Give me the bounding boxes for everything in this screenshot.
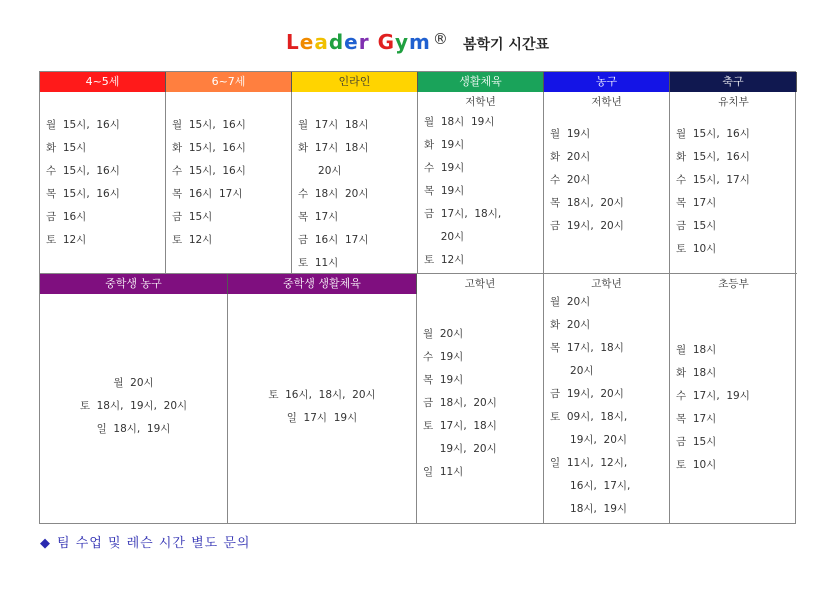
time-line: 18시, 19시: [550, 503, 628, 515]
time-line: 월 15시, 16시: [676, 128, 750, 140]
time-line: 월 18시: [676, 344, 717, 356]
schedule-cell: [670, 274, 797, 523]
time-line: 월 15시, 16시: [172, 119, 246, 131]
column-header: 인라인: [292, 72, 418, 92]
time-line: 토 12시: [424, 254, 465, 266]
logo-letter: r: [358, 30, 370, 54]
time-line: 수 17시, 19시: [676, 390, 750, 402]
time-list: [544, 109, 669, 238]
time-line: 수 19시: [423, 351, 464, 363]
time-line: 수 18시 20시: [298, 188, 369, 200]
diamond-icon: ◆: [40, 536, 51, 551]
time-list: [228, 294, 416, 430]
time-line: 토 18시, 19시, 20시: [79, 400, 188, 412]
registered-mark: ®: [432, 30, 448, 48]
logo-letter: y: [394, 30, 410, 54]
time-line: 일 18시, 19시: [96, 423, 171, 435]
time-line: 월 15시, 16시: [46, 119, 120, 131]
logo-letter: G: [377, 30, 395, 54]
level-label: 저학년: [591, 96, 622, 108]
schedule-cell: [544, 274, 670, 523]
time-list: [417, 291, 543, 484]
time-line: 19시, 20시: [550, 434, 628, 446]
time-line: 일 17시 19시: [286, 412, 358, 424]
time-line: 토 10시: [676, 459, 717, 471]
schedule-cell: [670, 92, 797, 274]
schedule-cell: [292, 92, 418, 274]
time-line: 금 18시, 20시: [423, 397, 497, 409]
logo-letter: L: [285, 30, 300, 54]
time-line: 19시, 20시: [423, 443, 497, 455]
time-line: 토 17시, 18시: [423, 420, 497, 432]
level-label: 유치부: [718, 96, 749, 108]
time-line: 수 15시, 16시: [172, 165, 246, 177]
time-list: [40, 92, 165, 252]
time-list: [544, 291, 669, 521]
column-header: 생활체육: [418, 72, 544, 92]
time-line: 목 17시: [298, 211, 339, 223]
time-line: 화 19시: [424, 139, 465, 151]
page-title: [0, 30, 835, 54]
time-line: 금 16시 17시: [298, 234, 369, 246]
schedule-cell: [544, 92, 670, 274]
logo-letter: d: [328, 30, 345, 54]
logo-letter: e: [344, 30, 359, 54]
time-line: 토 11시: [298, 257, 339, 269]
time-line: 목 17시, 18시: [550, 342, 624, 354]
column-header: 중학생 생활체육: [228, 274, 417, 294]
time-line: 월 19시: [550, 128, 591, 140]
time-line: 목 17시: [676, 197, 717, 209]
time-line: 화 15시: [46, 142, 87, 154]
time-line: 금 19시, 20시: [550, 388, 624, 400]
column-header: 6~7세: [166, 72, 292, 92]
time-line: 금 16시: [46, 211, 87, 223]
time-list: [166, 92, 291, 252]
logo-letter: e: [299, 30, 315, 54]
level-label: 저학년: [465, 96, 496, 108]
time-line: 토 12시: [172, 234, 213, 246]
leader-gym-logo: [286, 30, 431, 54]
time-line: 16시, 17시,: [550, 480, 631, 492]
time-line: 목 18시, 20시: [550, 197, 624, 209]
logo-letter: [370, 30, 378, 54]
time-line: 수 19시: [424, 162, 465, 174]
schedule-table: [39, 71, 796, 524]
time-line: 토 09시, 18시,: [550, 411, 628, 423]
time-line: 월 20시: [113, 377, 154, 389]
time-line: 토 16시, 18시, 20시: [268, 389, 376, 401]
level-label: 고학년: [464, 278, 496, 290]
time-line: 화 15시, 16시: [676, 151, 750, 163]
time-line: 월 18시 19시: [424, 116, 495, 128]
schedule-cell: [40, 294, 228, 523]
note-text: 팀 수업 및 레슨 시간 별도 문의: [57, 536, 251, 551]
time-line: 금 15시: [676, 436, 717, 448]
time-line: 목 19시: [423, 374, 464, 386]
time-line: 화 17시 18시: [298, 142, 369, 154]
time-line: 20시: [550, 365, 594, 377]
time-line: 월 17시 18시: [298, 119, 369, 131]
column-header: 축구: [670, 72, 797, 92]
level-label: 초등부: [718, 278, 749, 290]
time-line: 토 10시: [676, 243, 717, 255]
level-label: 고학년: [591, 278, 622, 290]
schedule-cell: [166, 92, 292, 274]
time-list: [40, 294, 227, 441]
time-line: 20시: [424, 231, 465, 243]
time-line: 금 15시: [676, 220, 717, 232]
time-list: [292, 92, 417, 275]
time-line: 월 20시: [550, 296, 591, 308]
time-line: 화 20시: [550, 319, 591, 331]
time-line: 화 15시, 16시: [172, 142, 246, 154]
time-line: 금 17시, 18시,: [424, 208, 502, 220]
time-line: 토 12시: [46, 234, 87, 246]
column-header: 중학생 농구: [40, 274, 228, 294]
time-line: 일 11시, 12시,: [550, 457, 628, 469]
time-list: [670, 291, 797, 477]
time-line: 화 18시: [676, 367, 717, 379]
time-line: 일 11시: [423, 466, 464, 478]
time-line: 월 20시: [423, 328, 464, 340]
time-list: [670, 109, 797, 261]
column-header: 4~5세: [40, 72, 166, 92]
logo-letter: m: [409, 30, 431, 54]
time-line: 목 19시: [424, 185, 465, 197]
time-line: 수 15시, 16시: [46, 165, 120, 177]
time-line: 목 15시, 16시: [46, 188, 120, 200]
schedule-cell: [40, 92, 166, 274]
time-line: 금 15시: [172, 211, 213, 223]
time-line: 수 15시, 17시: [676, 174, 750, 186]
time-line: 20시: [298, 165, 342, 177]
footer-note: [40, 532, 251, 551]
time-line: 수 20시: [550, 174, 591, 186]
time-line: 목 17시: [676, 413, 717, 425]
column-header: 농구: [544, 72, 670, 92]
time-line: 화 20시: [550, 151, 591, 163]
time-list: [418, 109, 543, 272]
time-line: 목 16시 17시: [172, 188, 243, 200]
time-line: 금 19시, 20시: [550, 220, 624, 232]
schedule-title: 봄학기 시간표: [462, 37, 549, 53]
schedule-cell: [417, 274, 544, 523]
schedule-cell: [228, 294, 417, 523]
schedule-cell: [418, 92, 544, 274]
logo-letter: a: [314, 30, 329, 54]
